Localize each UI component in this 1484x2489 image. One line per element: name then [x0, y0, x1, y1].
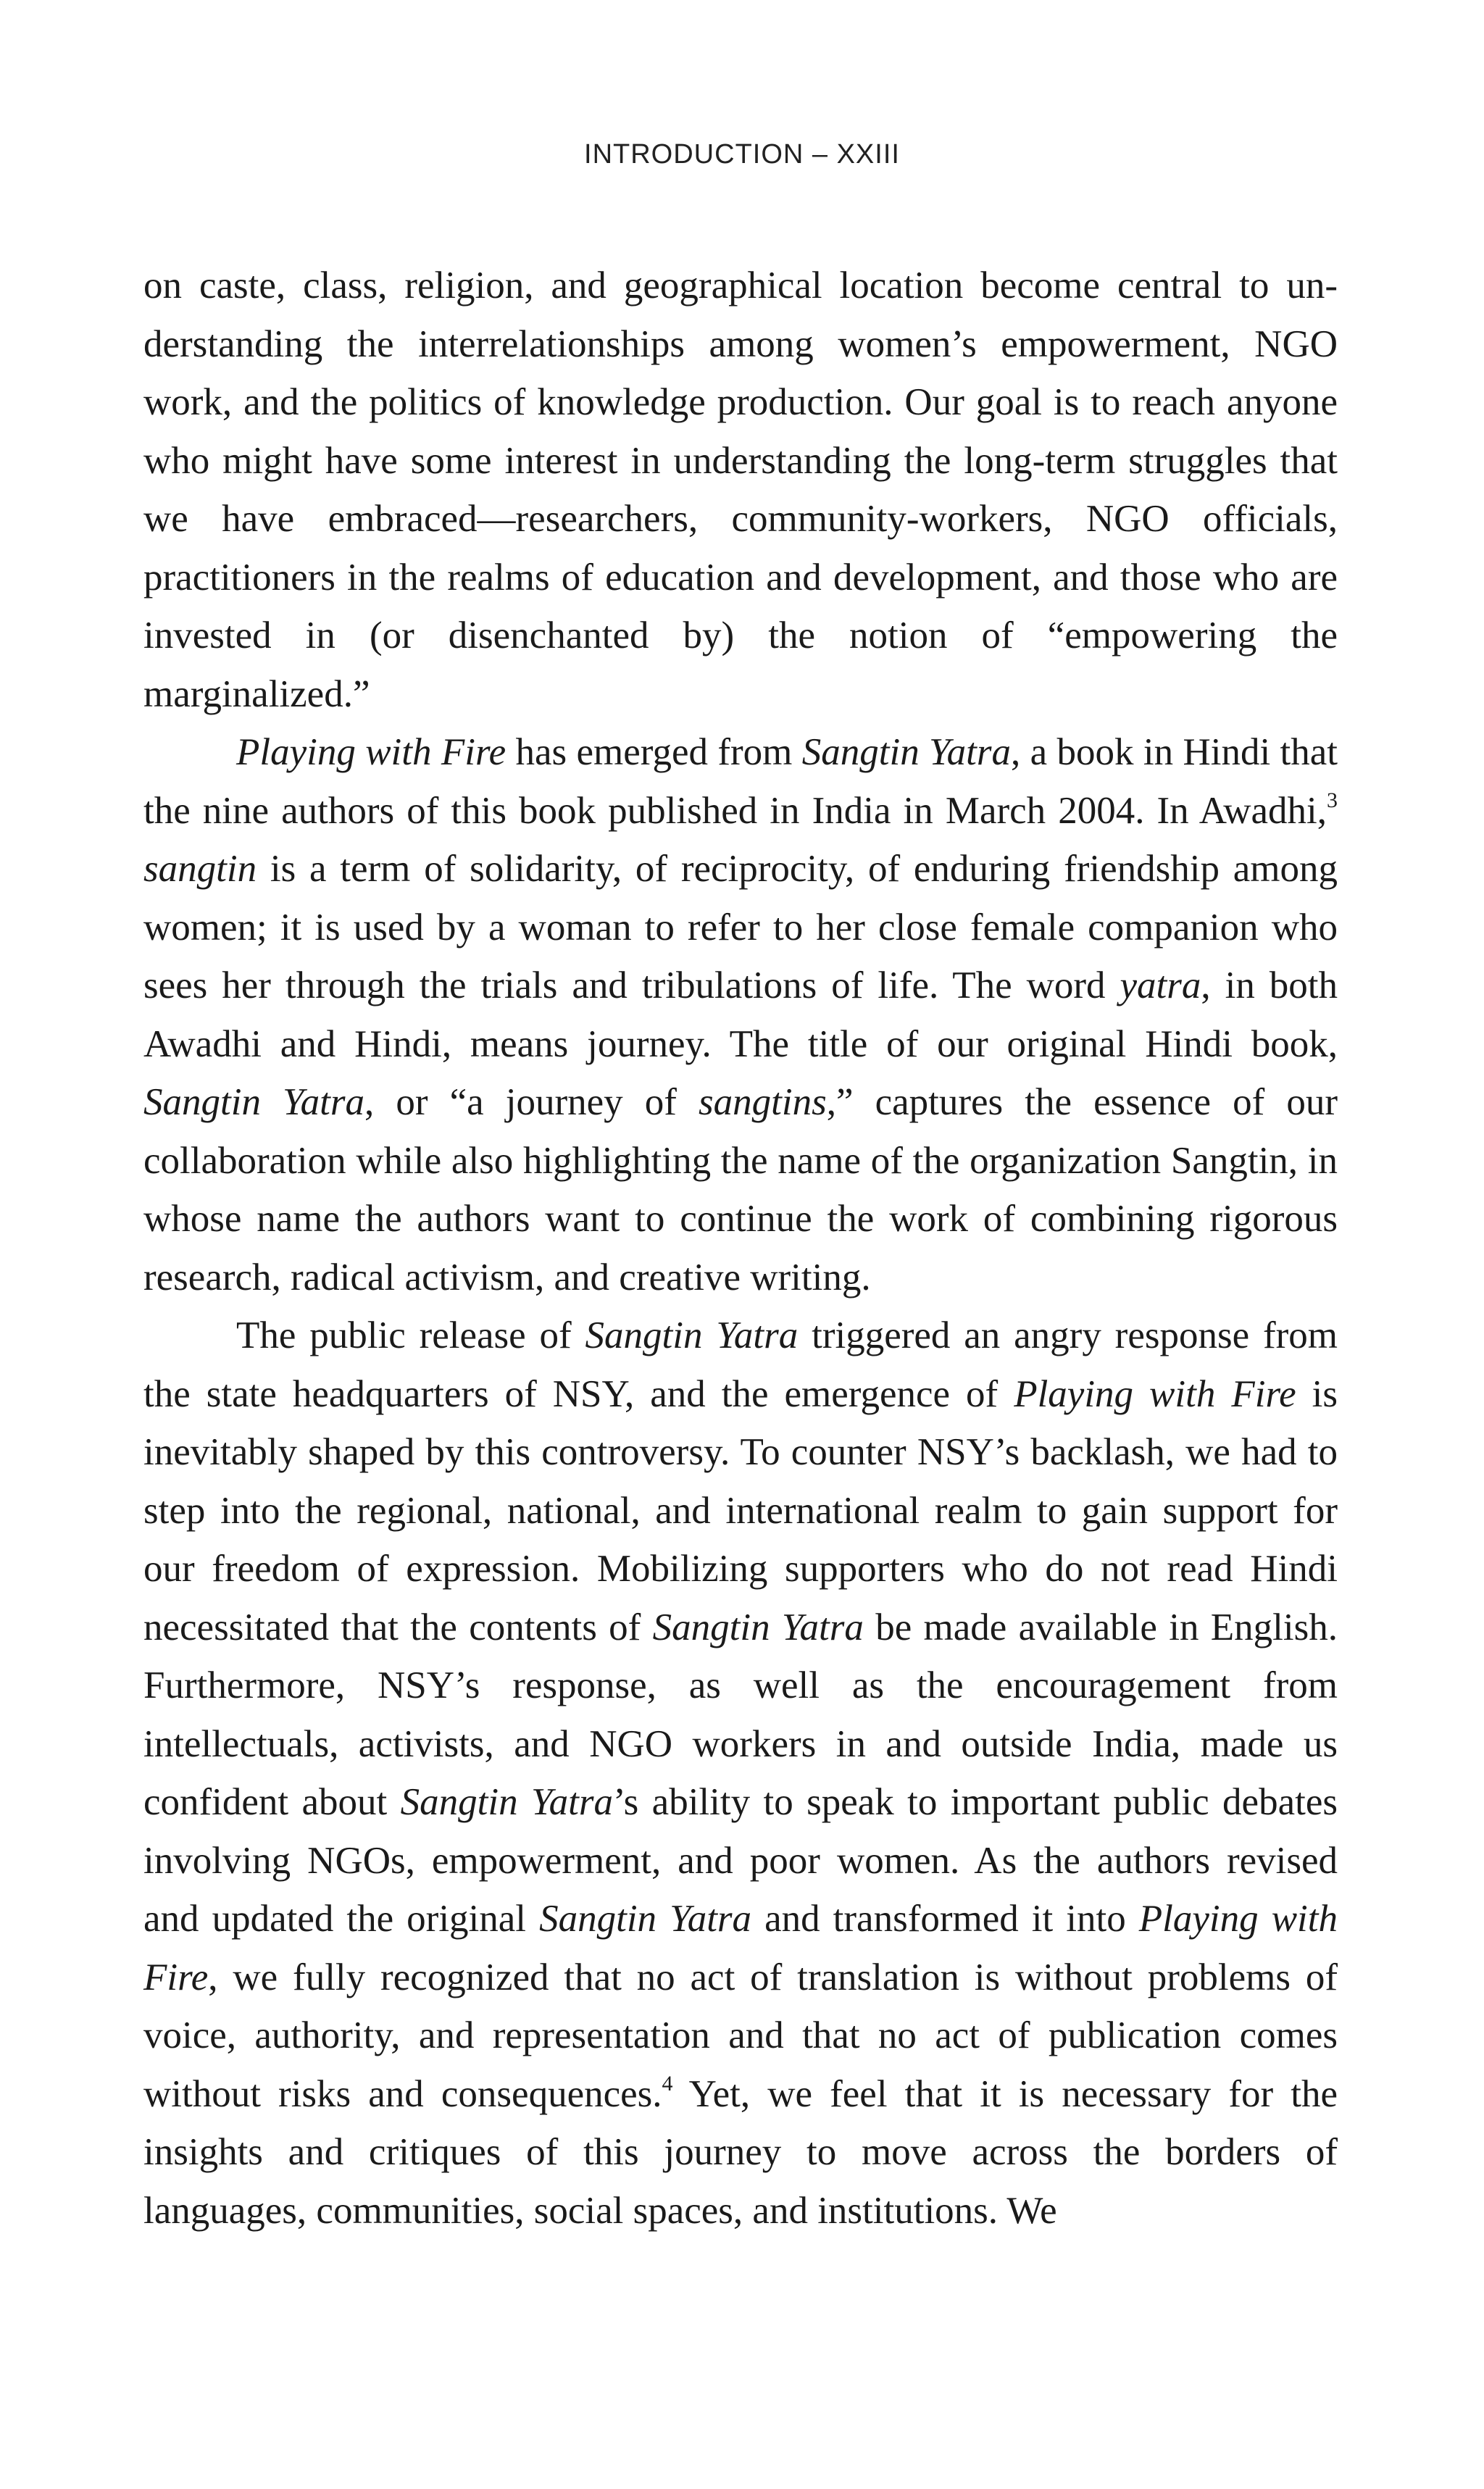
text-run: , we fully recognized that no act of translation is without problems of voice, authority, and representation and that no act of publication comes without risks and consequences.: [143, 1956, 1338, 2115]
text-run: ,” captures the essence of our collaboration while also highlighting the name of the organization Sangtin, in whose name the authors want to continue the work of combining rigorous research, radical activism, and creative writing.: [143, 1081, 1338, 1298]
italic-text: Playing with Fire: [1014, 1372, 1296, 1415]
italic-text: Sangtin Yatra: [539, 1898, 752, 1940]
text-run: and transformed it into: [751, 1898, 1139, 1940]
italic-text: Sangtin Yatra: [143, 1081, 365, 1123]
running-head: INTRODUCTION – XXIII: [584, 139, 900, 170]
paragraph-2: [143, 723, 1338, 1306]
text-run: , or “a journey of: [364, 1081, 699, 1123]
italic-text: sangtins: [699, 1081, 827, 1123]
text-run: Yet, we feel that it is necessary for the insights and critiques of this journey to move across the borders of languages, communities, social spaces, and institutions. We: [143, 2072, 1338, 2232]
italic-text: Sangtin Yatra: [652, 1606, 864, 1648]
italic-text: Sangtin Yatra: [400, 1781, 613, 1823]
text-run: is a term of solidarity, of reciprocity, of enduring friendship among women; it is used by a woman to refer to her close female companion who sees her through the trials and tribulations of life. The word: [143, 848, 1338, 1006]
text-run: The public release of: [236, 1314, 585, 1356]
italic-text: Sangtin Yatra: [585, 1314, 799, 1356]
italic-text: Playing with Fire: [143, 1898, 1338, 1998]
paragraph-3: [143, 1306, 1338, 2240]
italic-text: Playing with Fire: [236, 731, 507, 773]
paragraph-1: [143, 257, 1338, 723]
text-run: be made available in English. Furthermore, NSY’s response, as well as the encouragement from intellectuals, activists, and NGO workers in and outside India, made us confident about: [143, 1606, 1338, 1823]
text-run: is inevitably shaped by this controversy. To counter NSY’s backlash, we had to step into the regional, national, and international realm to gain support for our freedom of expression. Mobilizing supporters who do not read Hindi necessitated that the contents of: [143, 1372, 1338, 1648]
text-run: on caste, class, religion, and geographical location become central to understanding the interrelationships among women’s empowerment, NGO work, and the politics of knowledge production. Our goal is to reach anyone who might have some interest in understanding the long-term struggles that we have embraced—researchers, community-workers, NGO officials, practitioners in the realms of education and development, and those who are invested in (or disenchanted by) the notion of “empowering the marginalized.”: [143, 264, 1338, 715]
text-run: ’s ability to speak to important public debates involving NGOs, empowerment, and poor women. As the authors revised and updated the original: [143, 1781, 1338, 1940]
italic-text: sangtin: [143, 848, 257, 890]
italic-text: Sangtin Yatra: [801, 731, 1012, 773]
text-run: , a book in Hindi that the nine authors of this book published in India in March 2004. In Awadhi,: [143, 731, 1338, 832]
italic-text: yatra: [1120, 964, 1201, 1006]
text-run: triggered an angry response from the state headquarters of NSY, and the emergence of: [143, 1314, 1338, 1415]
text-run: has emerged from: [506, 731, 802, 773]
footnote-marker[interactable]: 4: [662, 2071, 673, 2096]
text-run: , in both Awadhi and Hindi, means journey. The title of our original Hindi book,: [143, 964, 1338, 1065]
footnote-marker[interactable]: 3: [1327, 788, 1338, 812]
body-text: [143, 257, 1338, 2240]
